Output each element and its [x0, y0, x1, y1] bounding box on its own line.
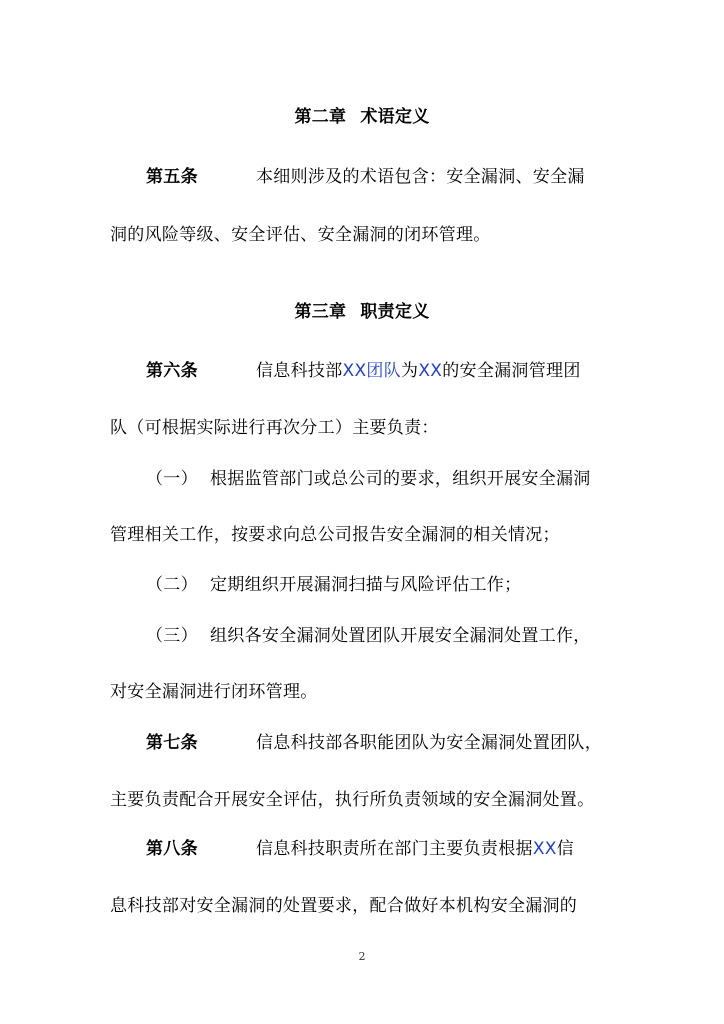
article-8-text-1: [256, 832, 574, 866]
article-6-dept: 信息科技部: [256, 361, 343, 381]
article-6-for: 为: [401, 361, 419, 381]
article-6-line-1: [110, 354, 620, 388]
chapter-3-heading: [0, 295, 724, 329]
placeholder-xx-2: XX: [418, 361, 443, 381]
article-6-item-2: [110, 568, 620, 602]
article-6-line-2: 队（可根据实际进行再次分工）主要负责：: [110, 418, 439, 438]
item-3-text-1: 组织各安全漏洞处置团队开展安全漏洞处置工作，: [210, 626, 591, 646]
article-7-line-1: [110, 726, 620, 760]
article-6-item-3: [110, 619, 620, 653]
item-3-text-2: 对安全漏洞进行闭环管理。: [110, 682, 318, 702]
article-6-rest: 的安全漏洞管理团: [442, 361, 581, 381]
chapter-3-number: 第三章: [294, 302, 347, 322]
placeholder-xx-1: XX: [342, 361, 367, 381]
article-5-line-1: [110, 160, 620, 194]
chapter-2-title: 术语定义: [360, 107, 430, 127]
article-5-label: 第五条: [146, 167, 198, 187]
article-6-team: 团队: [366, 361, 402, 381]
article-6-item-1: [110, 462, 620, 496]
article-8-text-a: 信息科技职责所在部门主要负责根据: [256, 839, 533, 859]
article-7-label: 第七条: [146, 733, 198, 753]
chapter-2-number: 第二章: [294, 107, 347, 127]
article-7-line-2: 主要负责配合开展安全评估，执行所负责领域的安全漏洞处置。: [110, 790, 595, 810]
item-2-number: （二）: [146, 575, 198, 595]
item-1-text-2: 管理相关工作，按要求向总公司报告安全漏洞的相关情况；: [110, 525, 560, 545]
item-2-text-1: 定期组织开展漏洞扫描与风险评估工作；: [210, 575, 522, 595]
article-8-line-1: [110, 832, 620, 866]
article-6-label: 第六条: [146, 361, 198, 381]
article-7-text-1: 信息科技部各职能团队为安全漏洞处置团队，: [256, 733, 602, 753]
item-1-number: （一）: [146, 469, 198, 489]
article-8-label: 第八条: [146, 839, 198, 859]
article-8-text-b: 信: [556, 839, 575, 859]
chapter-3-title: 职责定义: [360, 302, 430, 322]
page-number: 2: [358, 950, 366, 963]
article-5-line-2: 洞的风险等级、安全评估、安全漏洞的闭环管理。: [110, 225, 491, 245]
article-8-line-2: 息科技部对安全漏洞的处置要求，配合做好本机构安全漏洞的: [110, 896, 578, 916]
chapter-2-heading: [0, 100, 724, 134]
article-6-text-1: [256, 354, 581, 388]
item-1-text-1: 根据监管部门或总公司的要求，组织开展安全漏洞: [210, 469, 591, 489]
item-3-number: （三）: [146, 626, 198, 646]
placeholder-xx-3: XX: [532, 839, 557, 859]
article-5-text-1: 本细则涉及的术语包含：安全漏洞、安全漏: [256, 167, 585, 187]
